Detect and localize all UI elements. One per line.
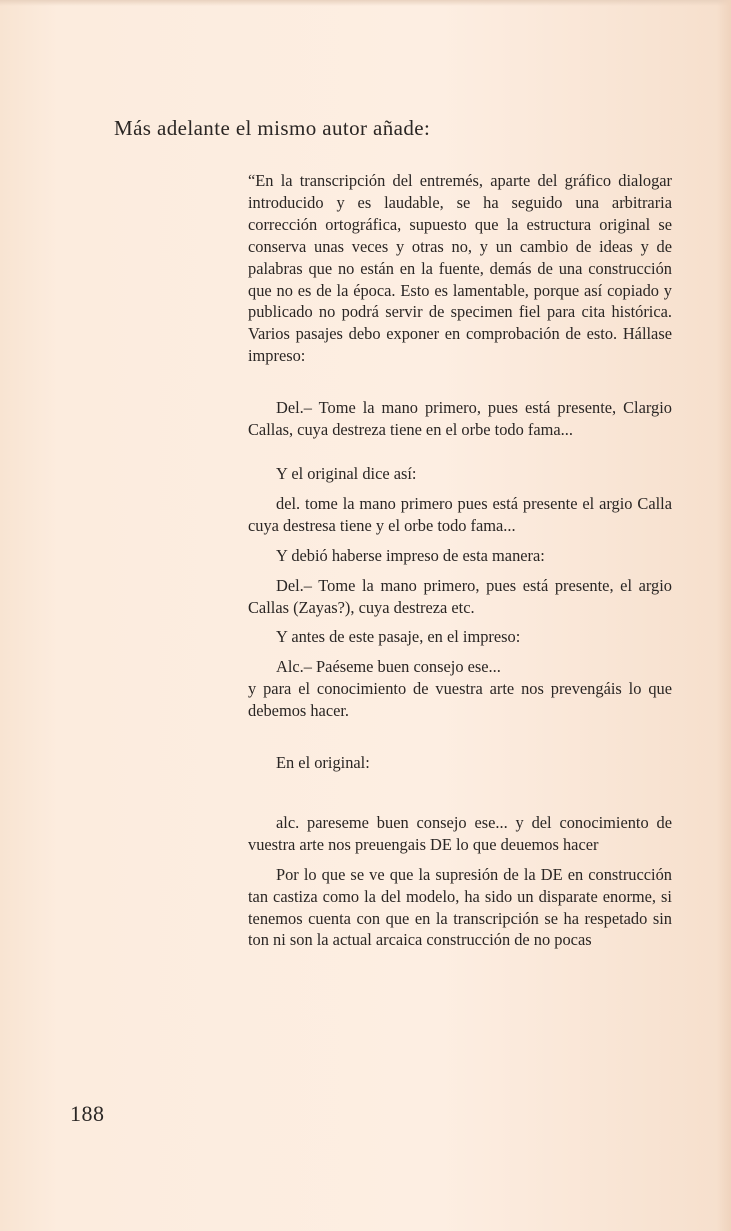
page-top-edge-shadow	[0, 0, 731, 6]
paragraph-should-print-intro: Y debió haberse impreso de esta manera:	[276, 545, 545, 565]
paragraph-printed-alc-continued: y para el conocimiento de vuestra arte nos prevengáis lo que debemos hacer.	[248, 679, 672, 721]
paragraph-transcription-critique: “En la transcripción del entremés, aparte del gráfico dialogar introducido y es laudable, se ha seguido una arbitraria corrección ortográfica, supuesto que la estructura original se conserva unas veces y otras no, y un cambio de ideas y de palabras que no están en la fuente, demás de una construcción que no es de la época. Esto es lamentable, porque así copiado y publicado no podrá servir de specimen fiel para cita histórica. Varios pasajes debo exponer en comprobación de esto. Hállase impreso:	[248, 171, 672, 366]
paragraph-printed-del: Del.– Tome la mano primero, pues está presente, Clargio Callas, cuya destreza tiene en el orbe todo fama...	[248, 398, 672, 440]
paragraph-corrected-del: Del.– Tome la mano primero, pues está presente, el argio Callas (Zayas?), cuya destreza etc.	[248, 575, 672, 617]
paragraph-before-passage: Y antes de este pasaje, en el impreso:	[276, 627, 521, 647]
quoted-passage	[248, 170, 672, 951]
intro-line: Más adelante el mismo autor añade:	[114, 116, 431, 140]
paragraph-original-del: del. tome la mano primero pues está presente el argio Calla cuya destresa tiene y el orbe todo fama...	[248, 493, 672, 535]
paragraph-in-original: En el original:	[276, 753, 370, 773]
page-number: 188	[70, 1101, 105, 1126]
paragraph-conclusion: Por lo que se ve que la supresión de la DE en construcción tan castiza como la del modelo, ha sido un disparate enorme, si tenemos cuenta con que en la transcripción se ha respetado sin ton ni son la actual arcaica construcción de no pocas	[248, 864, 672, 950]
paragraph-original-alc: alc. pareseme buen consejo ese... y del conocimiento de vuestra arte nos preuengais DE lo que deuemos hacer	[248, 812, 672, 854]
page-right-edge-shadow	[717, 0, 731, 1231]
paragraph-original-intro: Y el original dice así:	[276, 463, 417, 483]
paragraph-printed-alc: Alc.– Paéseme buen consejo ese...	[276, 657, 501, 677]
